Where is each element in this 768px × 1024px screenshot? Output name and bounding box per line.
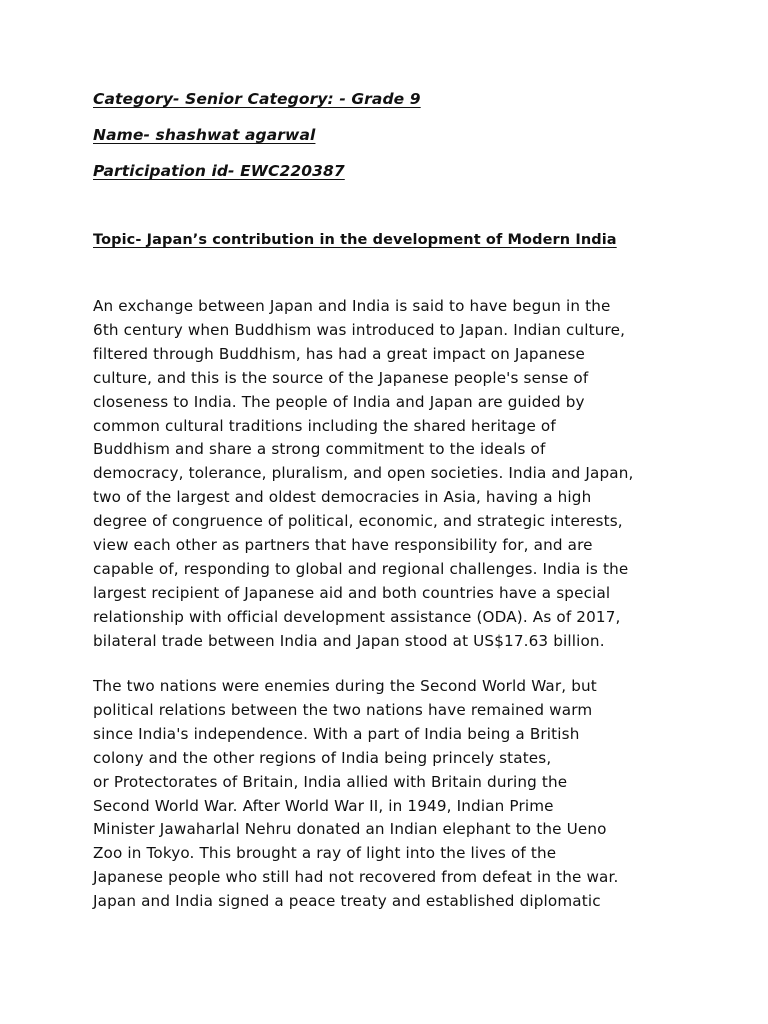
paragraph-line: closeness to India. The people of India and Japan are guided by bbox=[93, 392, 585, 411]
paragraph-line: democracy, tolerance, pluralism, and open societies. India and Japan, bbox=[93, 464, 634, 483]
paragraph-line: capable of, responding to global and regional challenges. India is the bbox=[93, 559, 629, 578]
topic-heading: Topic- Japan’s contribution in the development of Modern India bbox=[93, 232, 617, 248]
paragraph-line: common cultural traditions including the shared heritage of bbox=[93, 416, 556, 435]
paragraph-line: An exchange between Japan and India is said to have begun in the bbox=[93, 297, 611, 315]
paragraph-line: filtered through Buddhism, has had a great impact on Japanese bbox=[93, 344, 585, 363]
paragraph-line: political relations between the two nations have remained warm bbox=[93, 700, 593, 719]
paragraph-line: 6th century when Buddhism was introduced to Japan. Indian culture, bbox=[93, 320, 626, 339]
paragraph-line: Zoo in Tokyo. This brought a ray of light into the lives of the bbox=[93, 844, 557, 863]
paragraph-line: largest recipient of Japanese aid and both countries have a special bbox=[93, 583, 611, 602]
paragraph-line: view each other as partners that have responsibility for, and are bbox=[93, 536, 593, 554]
paragraph-line: culture, and this is the source of the Japanese people's sense of bbox=[93, 368, 589, 387]
participation-id-heading: Participation id- EWC220387 bbox=[93, 162, 345, 180]
paragraph-line: degree of congruence of political, economic, and strategic interests, bbox=[93, 512, 623, 531]
paragraph-line: relationship with official development assistance (ODA). As of 2017, bbox=[93, 607, 621, 626]
paragraph-line: colony and the other regions of India being princely states, bbox=[93, 748, 552, 767]
paragraph-line: bilateral trade between India and Japan stood at US$17.63 billion. bbox=[93, 631, 605, 650]
paragraph-line: Minister Jawaharlal Nehru donated an Indian elephant to the Ueno bbox=[93, 820, 607, 839]
paragraph-line: The two nations were enemies during the Second World War, but bbox=[93, 677, 597, 695]
category-heading: Category- Senior Category: - Grade 9 bbox=[93, 90, 421, 108]
paragraph-line: Buddhism and share a strong commitment to the ideals of bbox=[93, 440, 546, 459]
name-heading: Name- shashwat agarwal bbox=[93, 126, 316, 144]
paragraph-line: Second World War. After World War II, in 1949, Indian Prime bbox=[93, 796, 554, 815]
paragraph-line: two of the largest and oldest democracies in Asia, having a high bbox=[93, 488, 592, 507]
paragraph-line: since India's independence. With a part of India being a British bbox=[93, 724, 580, 743]
paragraph-line: Japanese people who still had not recovered from defeat in the war. bbox=[93, 868, 619, 887]
paragraph-line: or Protectorates of Britain, India allied with Britain during the bbox=[93, 772, 568, 791]
paragraph-line: Japan and India signed a peace treaty and established diplomatic bbox=[93, 892, 601, 911]
